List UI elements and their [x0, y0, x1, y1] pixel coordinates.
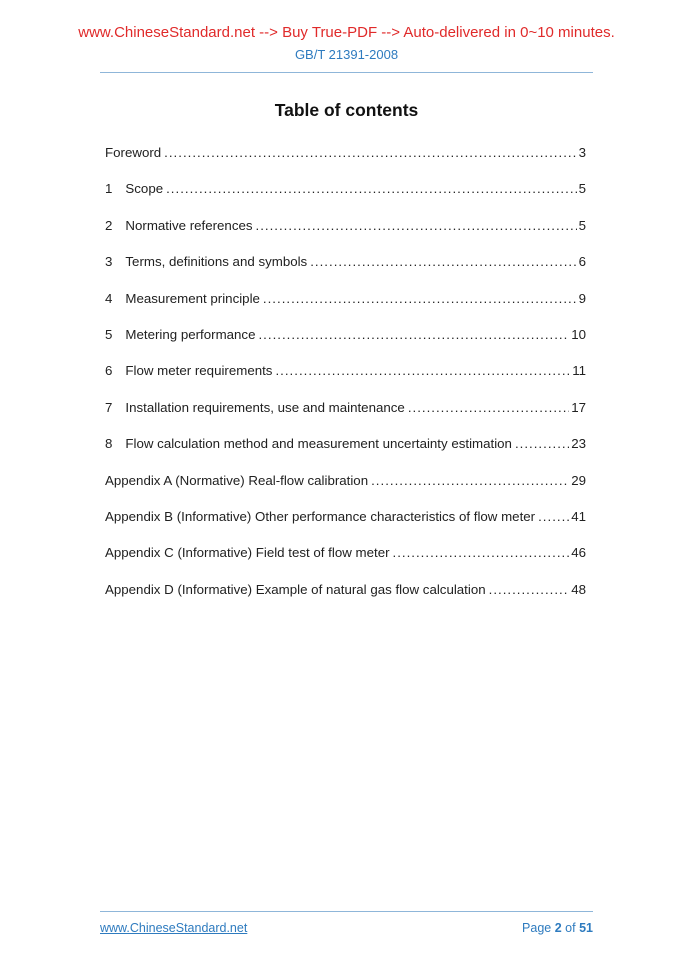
- page-footer: [100, 911, 593, 935]
- toc-entry-foreword: [105, 144, 586, 162]
- page-title: Table of contents: [274, 100, 419, 120]
- toc-entry-label: Foreword: [105, 145, 162, 160]
- dot-leader: [258, 326, 569, 344]
- header-rule: [100, 72, 593, 73]
- table-of-contents: [105, 144, 586, 599]
- promo-banner: www.ChineseStandard.net --> Buy True-PDF --> Auto-delivered in 0~10 minutes.: [78, 24, 615, 41]
- footer-rule: [100, 911, 593, 912]
- toc-entry-flow-calculation-method: [105, 435, 586, 453]
- dot-leader: [275, 362, 570, 380]
- toc-entry-page: 5: [578, 217, 586, 233]
- toc-entry-page: 46: [571, 545, 586, 561]
- dot-leader: [408, 399, 569, 417]
- toc-entry-label: Flow calculation method and measurement uncertainty estimation: [125, 436, 512, 452]
- page-total: 51: [579, 921, 593, 935]
- toc-entry-page: 41: [571, 508, 586, 524]
- toc-entry-label: Appendix A (Normative) Real-flow calibration: [105, 472, 369, 488]
- toc-entry-measurement-principle: [105, 290, 586, 308]
- toc-entry-label: Appendix D (Informative) Example of natural gas flow calculation: [105, 581, 486, 597]
- standard-number: GB/T 21391-2008: [294, 47, 399, 62]
- toc-entry-page: 48: [571, 581, 586, 597]
- toc-entry-label: Normative references: [125, 217, 253, 233]
- footer-website-link[interactable]: www.ChineseStandard.net: [100, 921, 248, 935]
- toc-entry-appendix-c: [105, 544, 586, 562]
- toc-entry-page: 5: [578, 181, 586, 197]
- toc-entry-page: 29: [571, 472, 586, 488]
- toc-entry-number: 1: [105, 181, 113, 197]
- dot-leader: [166, 180, 576, 198]
- toc-entry-label: Measurement principle: [125, 290, 260, 306]
- toc-entry-flow-meter-requirements: [105, 362, 586, 380]
- toc-entry-scope: [105, 180, 586, 198]
- dot-leader: [515, 435, 569, 453]
- toc-entry-metering-performance: [105, 326, 586, 344]
- toc-entry-label: Appendix C (Informative) Field test of flow meter: [105, 545, 390, 561]
- toc-entry-label: Terms, definitions and symbols: [125, 254, 308, 270]
- toc-entry-number: 3: [105, 254, 113, 270]
- toc-entry-number: 8: [105, 436, 113, 452]
- page-indicator: [522, 921, 593, 935]
- toc-entry-page: 3: [578, 145, 586, 160]
- toc-entry-normative-references: [105, 217, 586, 235]
- dot-leader: [538, 508, 569, 526]
- toc-entry-terms-definitions: [105, 253, 586, 271]
- toc-entry-number: 6: [105, 363, 113, 379]
- toc-entry-page: 9: [578, 290, 586, 306]
- toc-entry-number: 4: [105, 290, 113, 306]
- toc-entry-installation-requirements: [105, 399, 586, 417]
- toc-entry-appendix-a: [105, 472, 586, 490]
- toc-entry-label: Scope: [125, 181, 164, 197]
- toc-entry-page: 23: [571, 436, 586, 452]
- page-current: 2: [554, 921, 562, 935]
- page-header: [0, 0, 693, 63]
- toc-entry-appendix-d: [105, 581, 586, 599]
- page-prefix: Page: [522, 921, 552, 935]
- page-of: of: [565, 921, 576, 935]
- toc-entry-label: Metering performance: [125, 326, 256, 342]
- toc-entry-page: 17: [571, 399, 586, 415]
- toc-entry-label: Appendix B (Informative) Other performance characteristics of flow meter: [105, 508, 536, 524]
- dot-leader: [489, 581, 570, 599]
- toc-entry-page: 11: [572, 363, 586, 379]
- toc-entry-number: 2: [105, 217, 113, 233]
- dot-leader: [164, 144, 576, 162]
- dot-leader: [263, 290, 577, 308]
- toc-entry-page: 6: [578, 254, 586, 270]
- toc-entry-number: 5: [105, 326, 113, 342]
- toc-entry-label: Flow meter requirements: [125, 363, 273, 379]
- toc-entry-appendix-b: [105, 508, 586, 526]
- toc-entry-label: Installation requirements, use and maintenance: [125, 399, 405, 415]
- dot-leader: [256, 217, 577, 235]
- toc-entry-page: 10: [571, 326, 586, 342]
- dot-leader: [371, 472, 569, 490]
- dot-leader: [393, 544, 570, 562]
- dot-leader: [310, 253, 576, 271]
- toc-entry-number: 7: [105, 399, 113, 415]
